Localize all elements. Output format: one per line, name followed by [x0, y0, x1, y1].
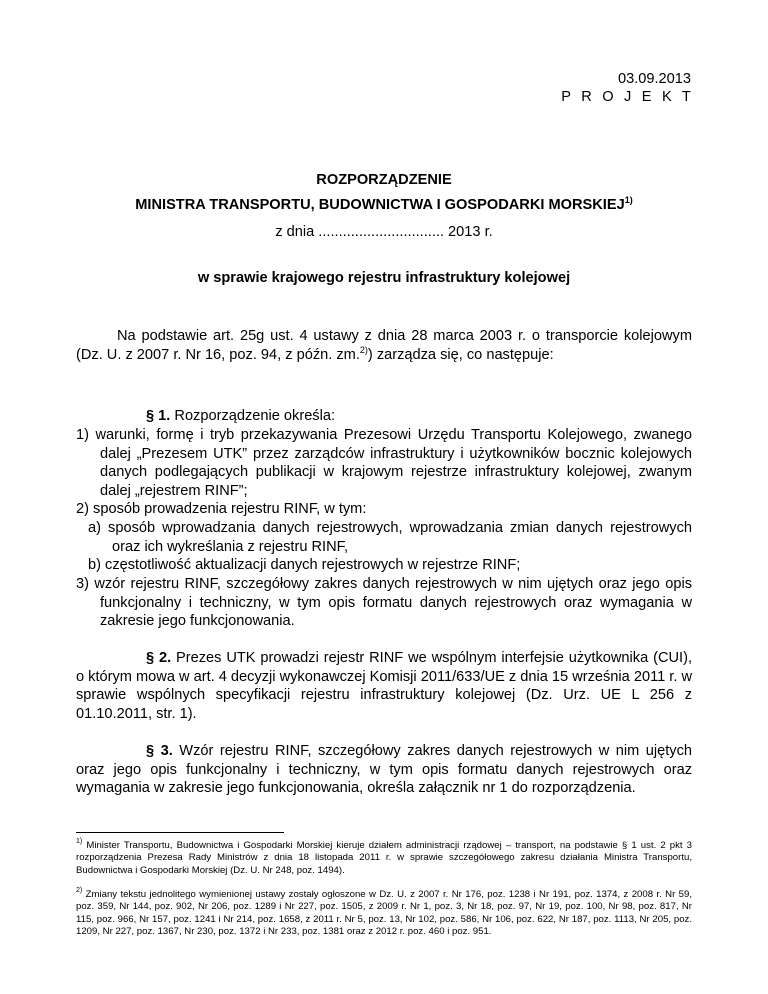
list-item-2a: a) sposób wprowadzania danych rejestrowych, wprowadzania zmian danych rejestrowych oraz ich wykreślania z rejestru RINF,	[88, 520, 692, 555]
footnote-separator	[76, 832, 284, 833]
footnote-2: $^{2)}$ Zmiany tekstu jednolitego wymienionej ustawy zostały ogłoszone w Dz. U. z 2007 r. Nr 176, poz. 1238 i Nr 191, poz. 1374, z 2008 r. Nr 59, poz. 359, Nr 144, poz. 902, Nr 206, poz. 1289 i Nr 227, poz. 1505, z 2009 r. Nr 1, poz. 3, Nr 18, poz. 97, Nr 19, poz. 100, Nr 98, poz. 817, Nr 115, poz. 966, Nr 157, poz. 1241 i Nr 214, poz. 1658, z 2011 r. Nr 5, poz. 13, Nr 102, poz. 586, Nr 106, poz. 622, Nr 187, poz. 1113, Nr 205, poz. 1209, Nr 227, poz. 1367, Nr 230, poz. 1372 i Nr 233, poz. 1381 oraz z 2012 r. poz. 460 i poz. 951.	[76, 887, 692, 937]
document-type: ROZPORZĄDZENIE	[316, 172, 452, 188]
document-subject: w sprawie krajowego rejestru infrastruktury kolejowej	[197, 270, 571, 286]
list-item-2: 2) sposób prowadzenia rejestru RINF, w tym:	[76, 501, 367, 517]
paragraph-1-mark: § 1.	[146, 408, 171, 424]
issue-date-line: z dnia ............................... 2013 r.	[275, 224, 493, 240]
footnote-ref-1: 1)	[624, 195, 633, 205]
paragraph-1-intro: § 1. Rozporządzenie określa:	[146, 408, 336, 424]
footnote-1: $^{1)}$ Minister Transportu, Budownictwa i Gospodarki Morskiej kieruje działem administracji rządowej – transport, na podstawie § 1 ust. 2 pkt 3 rozporządzenia Prezesa Rady Ministrów z dnia 18 listopada 2011 r. w sprawie szczegółowego zakresu działania Ministra Transportu, Budownictwa i Gospodarki Morskiej (Dz. U. Nr 248, poz. 1494).	[76, 838, 692, 876]
project-label: P R O J E K T	[561, 89, 694, 105]
paragraph-3: § 3. Wzór rejestru RINF, szczegółowy zakres danych rejestrowych w nim ujętych oraz jego opis funkcjonalny i techniczny, w tym opis formatu danych rejestrowych oraz wymagania w zakresie jego funkcjonowania, określa załącznik nr 1 do rozporządzenia.	[76, 743, 692, 796]
paragraph-2-mark: § 2.	[146, 650, 172, 666]
list-item-1: 1) warunki, formę i tryb przekazywania Prezesowi Urzędu Transportu Kolejowego, zwanego dalej „Prezesem UTK” przez zarządców infrastruktury i użytkowników bocznic kolejowych danych podlegających publikacji w krajowym rejestrze infrastruktury kolejowej, zwanym dalej „rejestrem RINF”;	[76, 427, 692, 499]
paragraph-2: § 2. Prezes UTK prowadzi rejestr RINF we wspólnym interfejsie użytkownika (CUI), o którym mowa w art. 4 decyzji wykonawczej Komisji 2011/633/UE z dnia 15 września 2011 r. w sprawie wspólnych specyfikacji rejestru infrastruktury kolejowej (Dz. Urz. UE L 256 z 01.10.2011, str. 1).	[76, 650, 692, 722]
footnote-ref-2: 2)	[359, 344, 368, 355]
list-item-3: 3) wzór rejestru RINF, szczegółowy zakres danych rejestrowych w nim ujętych oraz jego opis funkcjonalny i techniczny, w tym opis formatu danych rejestrowych oraz wymagania w zakresie jego funkcjonowania.	[76, 576, 692, 629]
issuing-authority: MINISTRA TRANSPORTU, BUDOWNICTWA I GOSPODARKI MORSKIEJ$^{1)}$	[135, 195, 633, 213]
document-date: 03.09.2013	[617, 71, 691, 87]
preamble: Na podstawie art. 25g ust. 4 ustawy z dnia 28 marca 2003 r. o transporcie kolejowym (Dz. U. z 2007 r. Nr 16, poz. 94, z późn. zm.$^{2)}$) zarządza się, co następuje:	[76, 328, 692, 363]
list-item-2b: b) częstotliwość aktualizacji danych rejestrowych w rejestrze RINF;	[88, 557, 521, 573]
paragraph-3-mark: § 3.	[146, 743, 173, 759]
